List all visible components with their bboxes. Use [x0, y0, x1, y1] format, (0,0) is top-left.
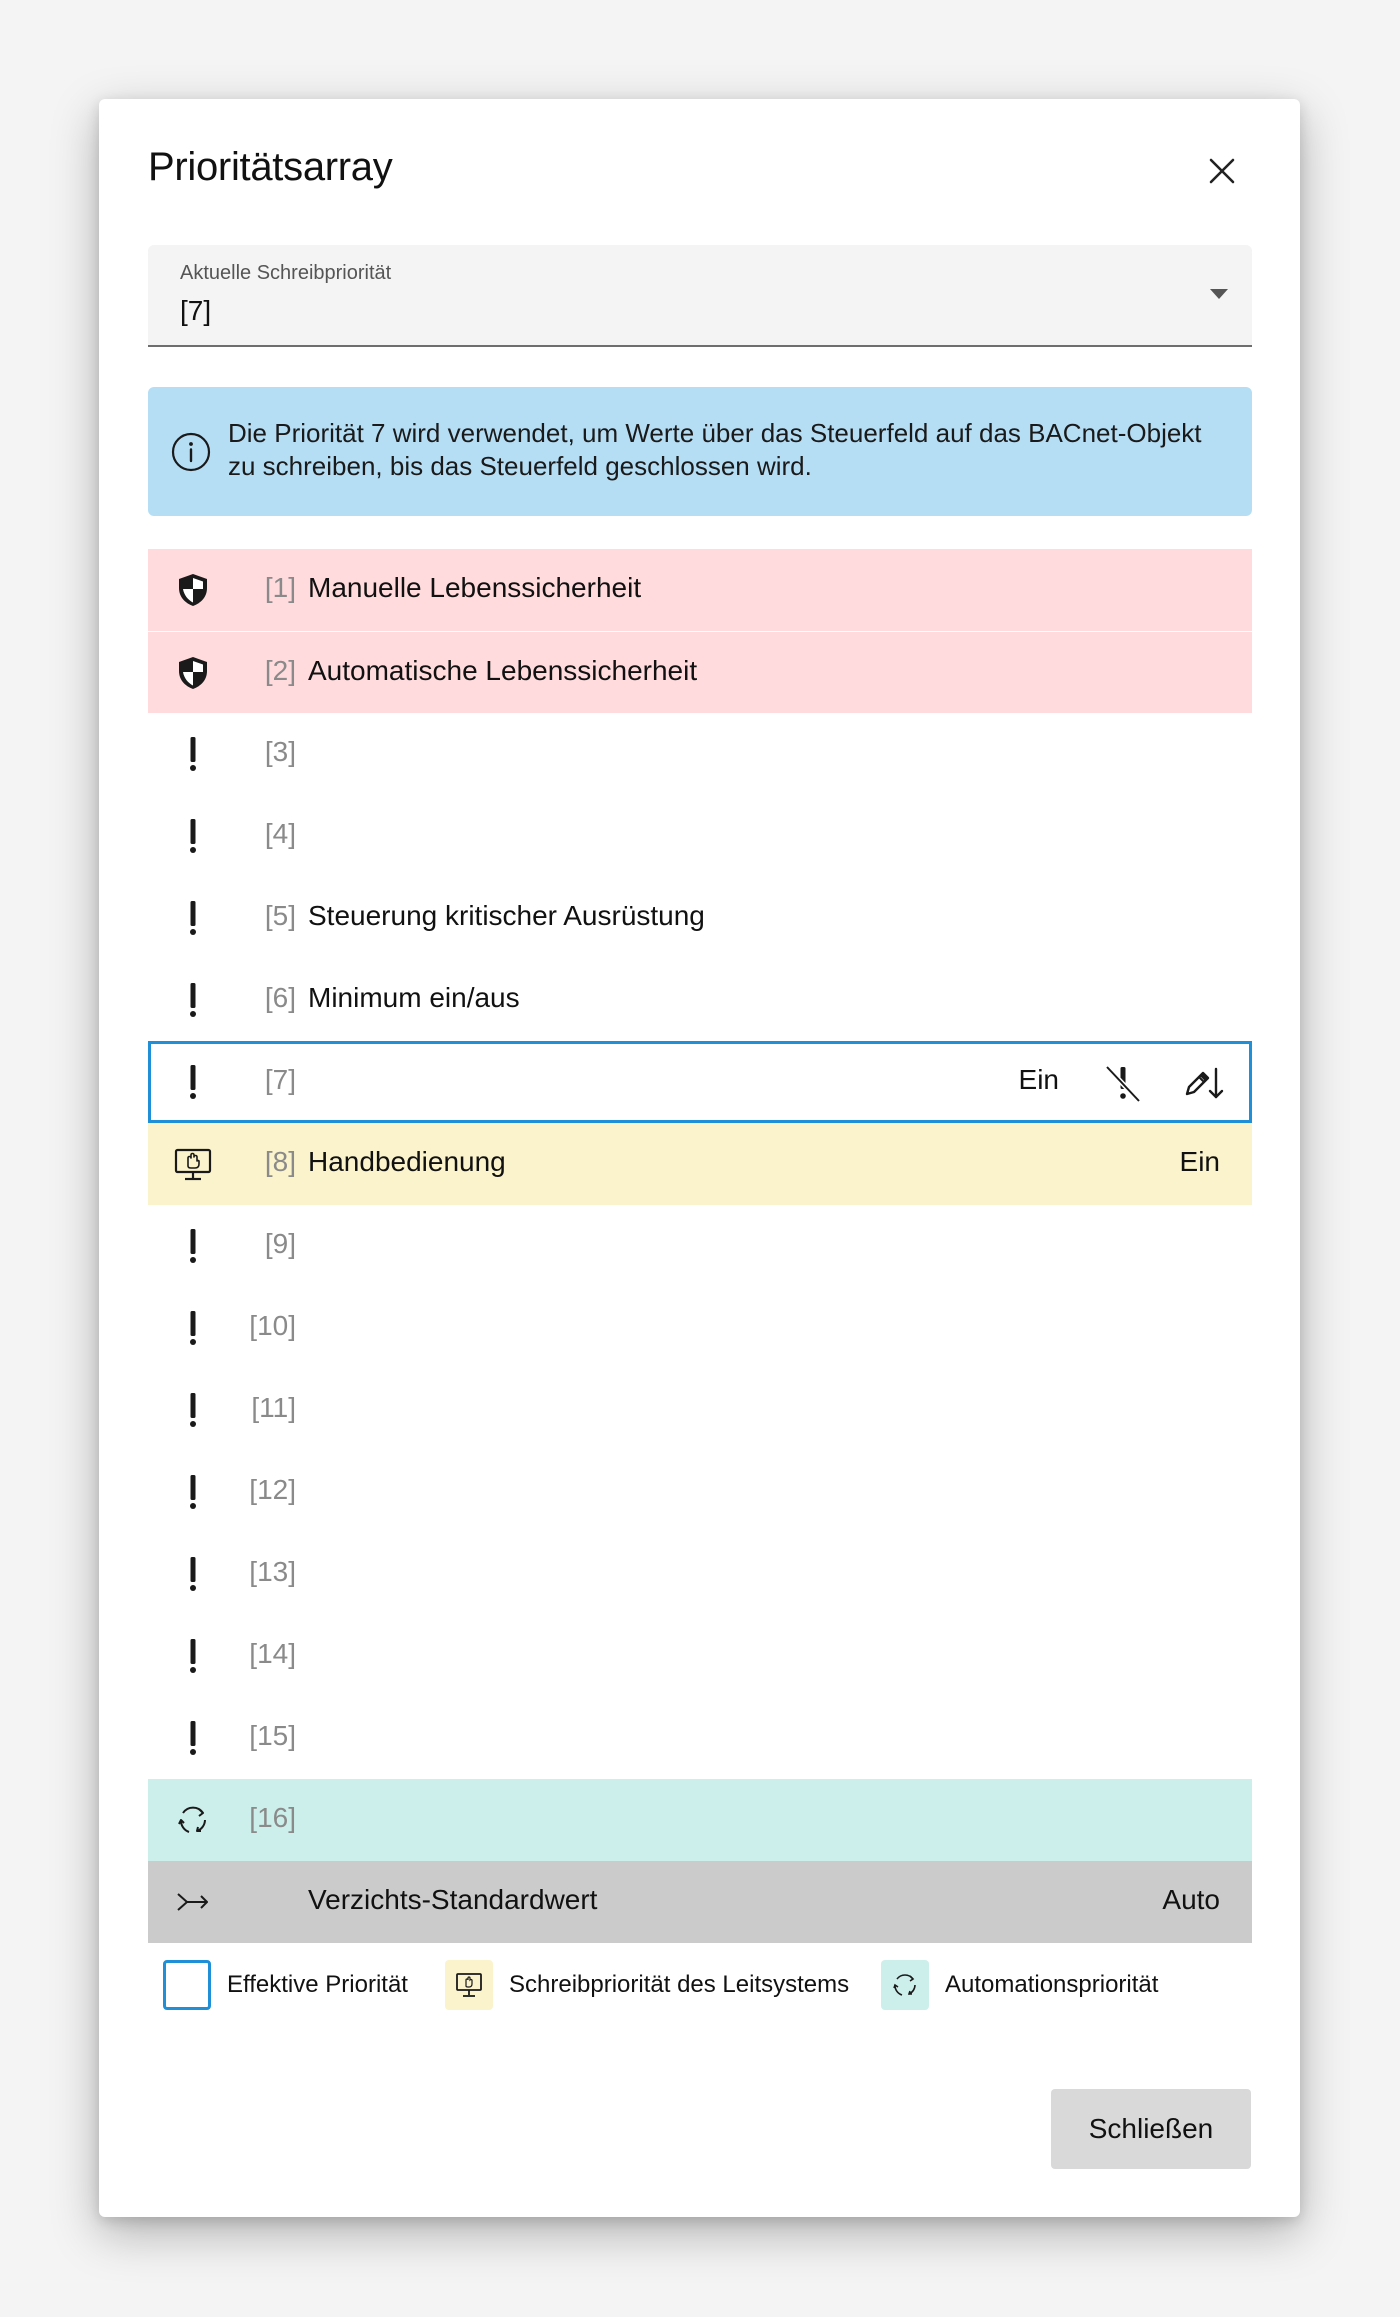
priority-row-12[interactable]	[148, 1451, 1252, 1533]
exclamation-icon	[172, 733, 214, 775]
info-icon	[170, 431, 212, 473]
priority-row-13[interactable]	[148, 1533, 1252, 1615]
exclamation-icon	[172, 1389, 214, 1431]
info-banner	[148, 387, 1252, 516]
exclamation-icon	[172, 815, 214, 857]
exclamation-icon	[172, 1225, 214, 1267]
priority-list	[148, 549, 1252, 1943]
priority-row-14[interactable]	[148, 1615, 1252, 1697]
shield-icon	[172, 569, 214, 611]
arrow-merge-icon	[172, 1881, 214, 1923]
priority-array-dialog	[99, 99, 1300, 2217]
dialog-title: Prioritätsarray	[148, 145, 393, 189]
priority-label: Manuelle Lebenssicherheit	[308, 572, 642, 603]
priority-row-1[interactable]	[148, 549, 1252, 631]
legend-automation-text: Automationspriorität	[945, 1971, 1159, 1998]
legend	[163, 1960, 1263, 2010]
priority-number: [7]	[264, 1064, 296, 1095]
priority-row-4[interactable]	[148, 795, 1252, 877]
priority-number: [14]	[249, 1638, 296, 1669]
close-icon	[1200, 149, 1244, 193]
priority-number: [1]	[264, 572, 296, 603]
exclamation-icon	[172, 1553, 214, 1595]
priority-number: [16]	[249, 1802, 296, 1833]
priority-row-9[interactable]	[148, 1205, 1252, 1287]
priority-number: [4]	[264, 818, 296, 849]
relinquish-default-row[interactable]	[148, 1861, 1252, 1943]
priority-number: [5]	[264, 900, 296, 931]
priority-number: [12]	[249, 1474, 296, 1505]
priority-value: Ein	[1018, 1064, 1059, 1095]
priority-number: [2]	[264, 655, 296, 686]
caret-down-icon	[1210, 289, 1228, 299]
priority-row-3[interactable]	[148, 713, 1252, 795]
priority-row-15[interactable]	[148, 1697, 1252, 1779]
priority-number: [10]	[249, 1310, 296, 1341]
priority-label: Automatische Lebenssicherheit	[308, 655, 698, 686]
exclamation-icon	[172, 1307, 214, 1349]
write-priority-value: [7]	[180, 295, 212, 326]
priority-row-2[interactable]	[148, 631, 1252, 713]
automation-cycle-icon	[172, 1799, 214, 1841]
shield-icon	[172, 652, 214, 694]
priority-label: Minimum ein/aus	[308, 982, 520, 1013]
close-button[interactable]: Schließen	[1051, 2089, 1251, 2169]
pencil-arrow-down-icon	[1181, 1061, 1225, 1105]
legend-effective-swatch	[163, 1960, 211, 2010]
priority-row-10[interactable]	[148, 1287, 1252, 1369]
legend-automation-swatch	[881, 1960, 929, 2010]
priority-number: [3]	[264, 736, 296, 767]
release-priority-button[interactable]	[1101, 1061, 1145, 1105]
priority-row-6[interactable]	[148, 959, 1252, 1041]
priority-label: Steuerung kritischer Ausrüstung	[308, 900, 705, 931]
priority-number: [15]	[249, 1720, 296, 1751]
priority-number: [6]	[264, 982, 296, 1013]
info-text: Die Priorität 7 wird verwendet, um Werte über das Steuerfeld auf das BACnet-Objekt zu schreiben, bis das Steuerfeld geschlossen wird.	[228, 418, 1202, 481]
priority-number: [11]	[251, 1392, 296, 1423]
exclamation-icon	[172, 1061, 214, 1103]
exclamation-icon	[172, 1471, 214, 1513]
relinquish-value: Auto	[1162, 1884, 1220, 1915]
priority-row-7-active[interactable]	[148, 1041, 1252, 1123]
automation-cycle-icon	[881, 1960, 929, 2010]
exclamation-icon	[172, 979, 214, 1021]
exclamation-off-icon	[1101, 1061, 1145, 1105]
priority-number: [9]	[264, 1228, 296, 1259]
relinquish-label: Verzichts-Standardwert	[308, 1884, 598, 1915]
exclamation-icon	[172, 1717, 214, 1759]
priority-row-5[interactable]	[148, 877, 1252, 959]
priority-row-11[interactable]	[148, 1369, 1252, 1451]
priority-number: [13]	[249, 1556, 296, 1587]
monitor-hand-icon	[172, 1143, 214, 1185]
priority-number: [8]	[264, 1146, 296, 1177]
write-priority-select[interactable]	[148, 245, 1252, 347]
legend-operator-swatch	[445, 1960, 493, 2010]
close-dialog-button[interactable]	[1200, 149, 1244, 193]
exclamation-icon	[172, 1635, 214, 1677]
priority-row-16[interactable]	[148, 1779, 1252, 1861]
write-priority-label: Aktuelle Schreibpriorität	[180, 262, 392, 284]
legend-effective-text: Effektive Priorität	[227, 1971, 408, 1998]
priority-row-8[interactable]	[148, 1123, 1252, 1205]
legend-operator-text: Schreibpriorität des Leitsystems	[509, 1971, 850, 1998]
priority-value: Ein	[1179, 1146, 1220, 1177]
monitor-hand-icon	[445, 1960, 493, 2010]
write-value-button[interactable]	[1181, 1061, 1225, 1105]
exclamation-icon	[172, 897, 214, 939]
priority-label: Handbedienung	[308, 1146, 506, 1177]
